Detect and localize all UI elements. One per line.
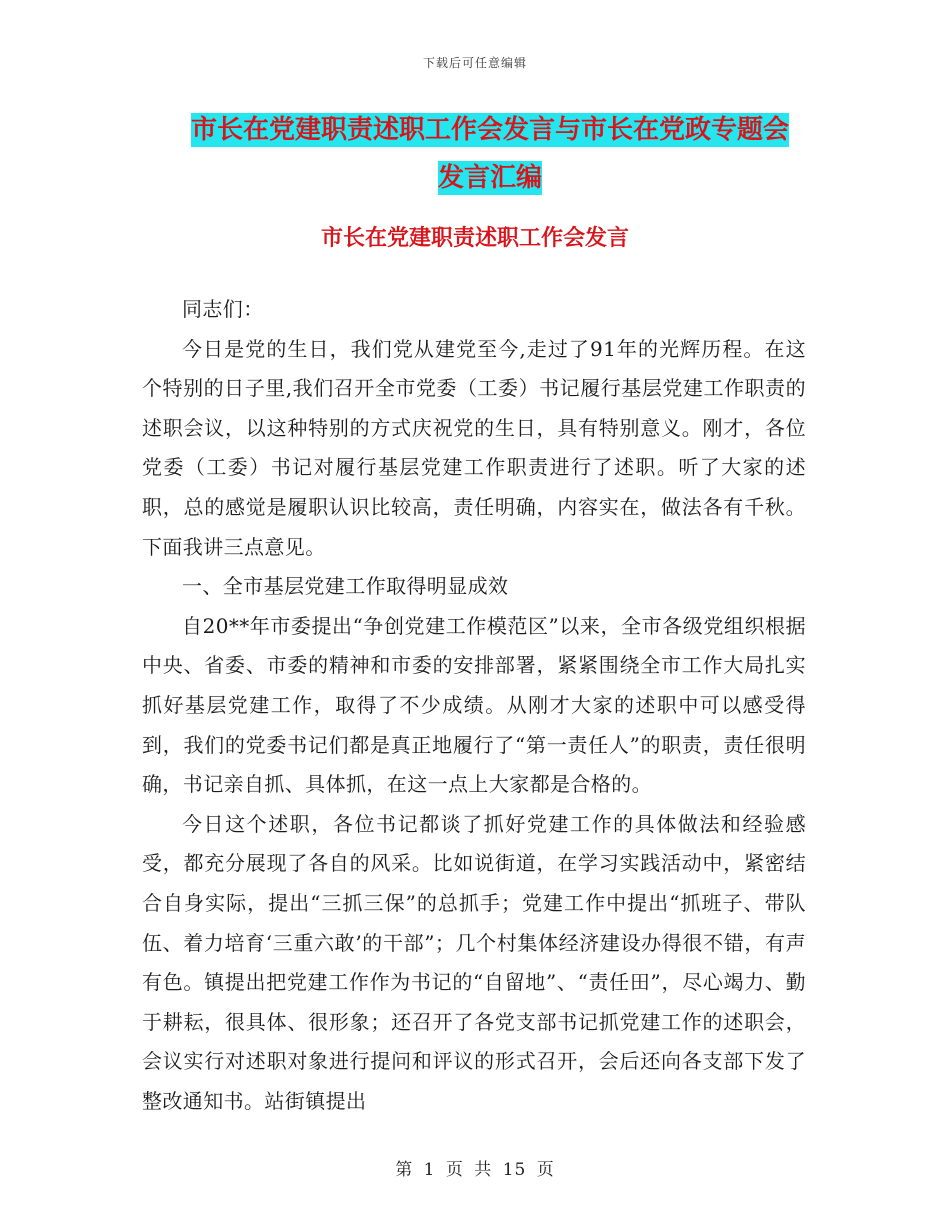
paragraph: 今日是党的生日，我们党从建党至今,走过了91年的光辉历程。在这个特别的日子里,我们召开全市党委（工委）书记履行基层党建工作职责的述职会议，以这种特别的方式庆祝党的生日，具有特别意义。刚才，各位党委（工委）书记对履行基层党建工作职责进行了述职。听了大家的述职，总的感觉是履职认识比较高，责任明确，内容实在，做法各有千秋。下面我讲三点意见。 [142,336,806,559]
document-title-line-1: 市长在党建职责述职工作会发言与市长在党政专题会 [190,115,789,145]
page-number: 第 1 页 共 15 页 [395,1160,555,1180]
page-header-note: 下载后可任意编辑 [422,56,527,70]
paragraph: 自20**年市委提出“争创党建工作模范区”以来，全市各级党组织根据中央、省委、市委的精神和市委的安排部署，紧紧围绕全市工作大局扎实抓好基层党建工作，取得了不少成绩。从刚才大家的述职中可以感受得到，我们的党委书记们都是真正地履行了“第一责任人”的职责，责任很明确，书记亲自抓、具体抓，在这一点上大家都是合格的。 [142,613,806,797]
document-title-line-2: 发言汇编 [437,163,542,193]
document-title [140,106,840,202]
paragraph-salutation: 同志们： [182,297,264,321]
document-body [142,290,806,1121]
paragraph: 今日这个述职，各位书记都谈了抓好党建工作的具体做法和经验感受，都充分展现了各自的风采。比如说街道，在学习实践活动中，紧密结合自身实际，提出“三抓三保”的总抓手；党建工作中提出“抓班子、带队伍、着力培育‘三重六敢’的干部”；几个村集体经济建设办得很不错，有声有色。镇提出把党建工作作为书记的“自留地”、“责任田”，尽心竭力、勤于耕耘，很具体、很形象；还召开了各党支部书记抓党建工作的述职会，会议实行对述职对象进行提问和评议的形式召开，会后还向各支部下发了整改通知书。站街镇提出 [142,811,806,1113]
paragraph-heading: 一、全市基层党建工作取得明显成效 [182,574,509,599]
section-title: 市长在党建职责述职工作会发言 [320,226,629,251]
